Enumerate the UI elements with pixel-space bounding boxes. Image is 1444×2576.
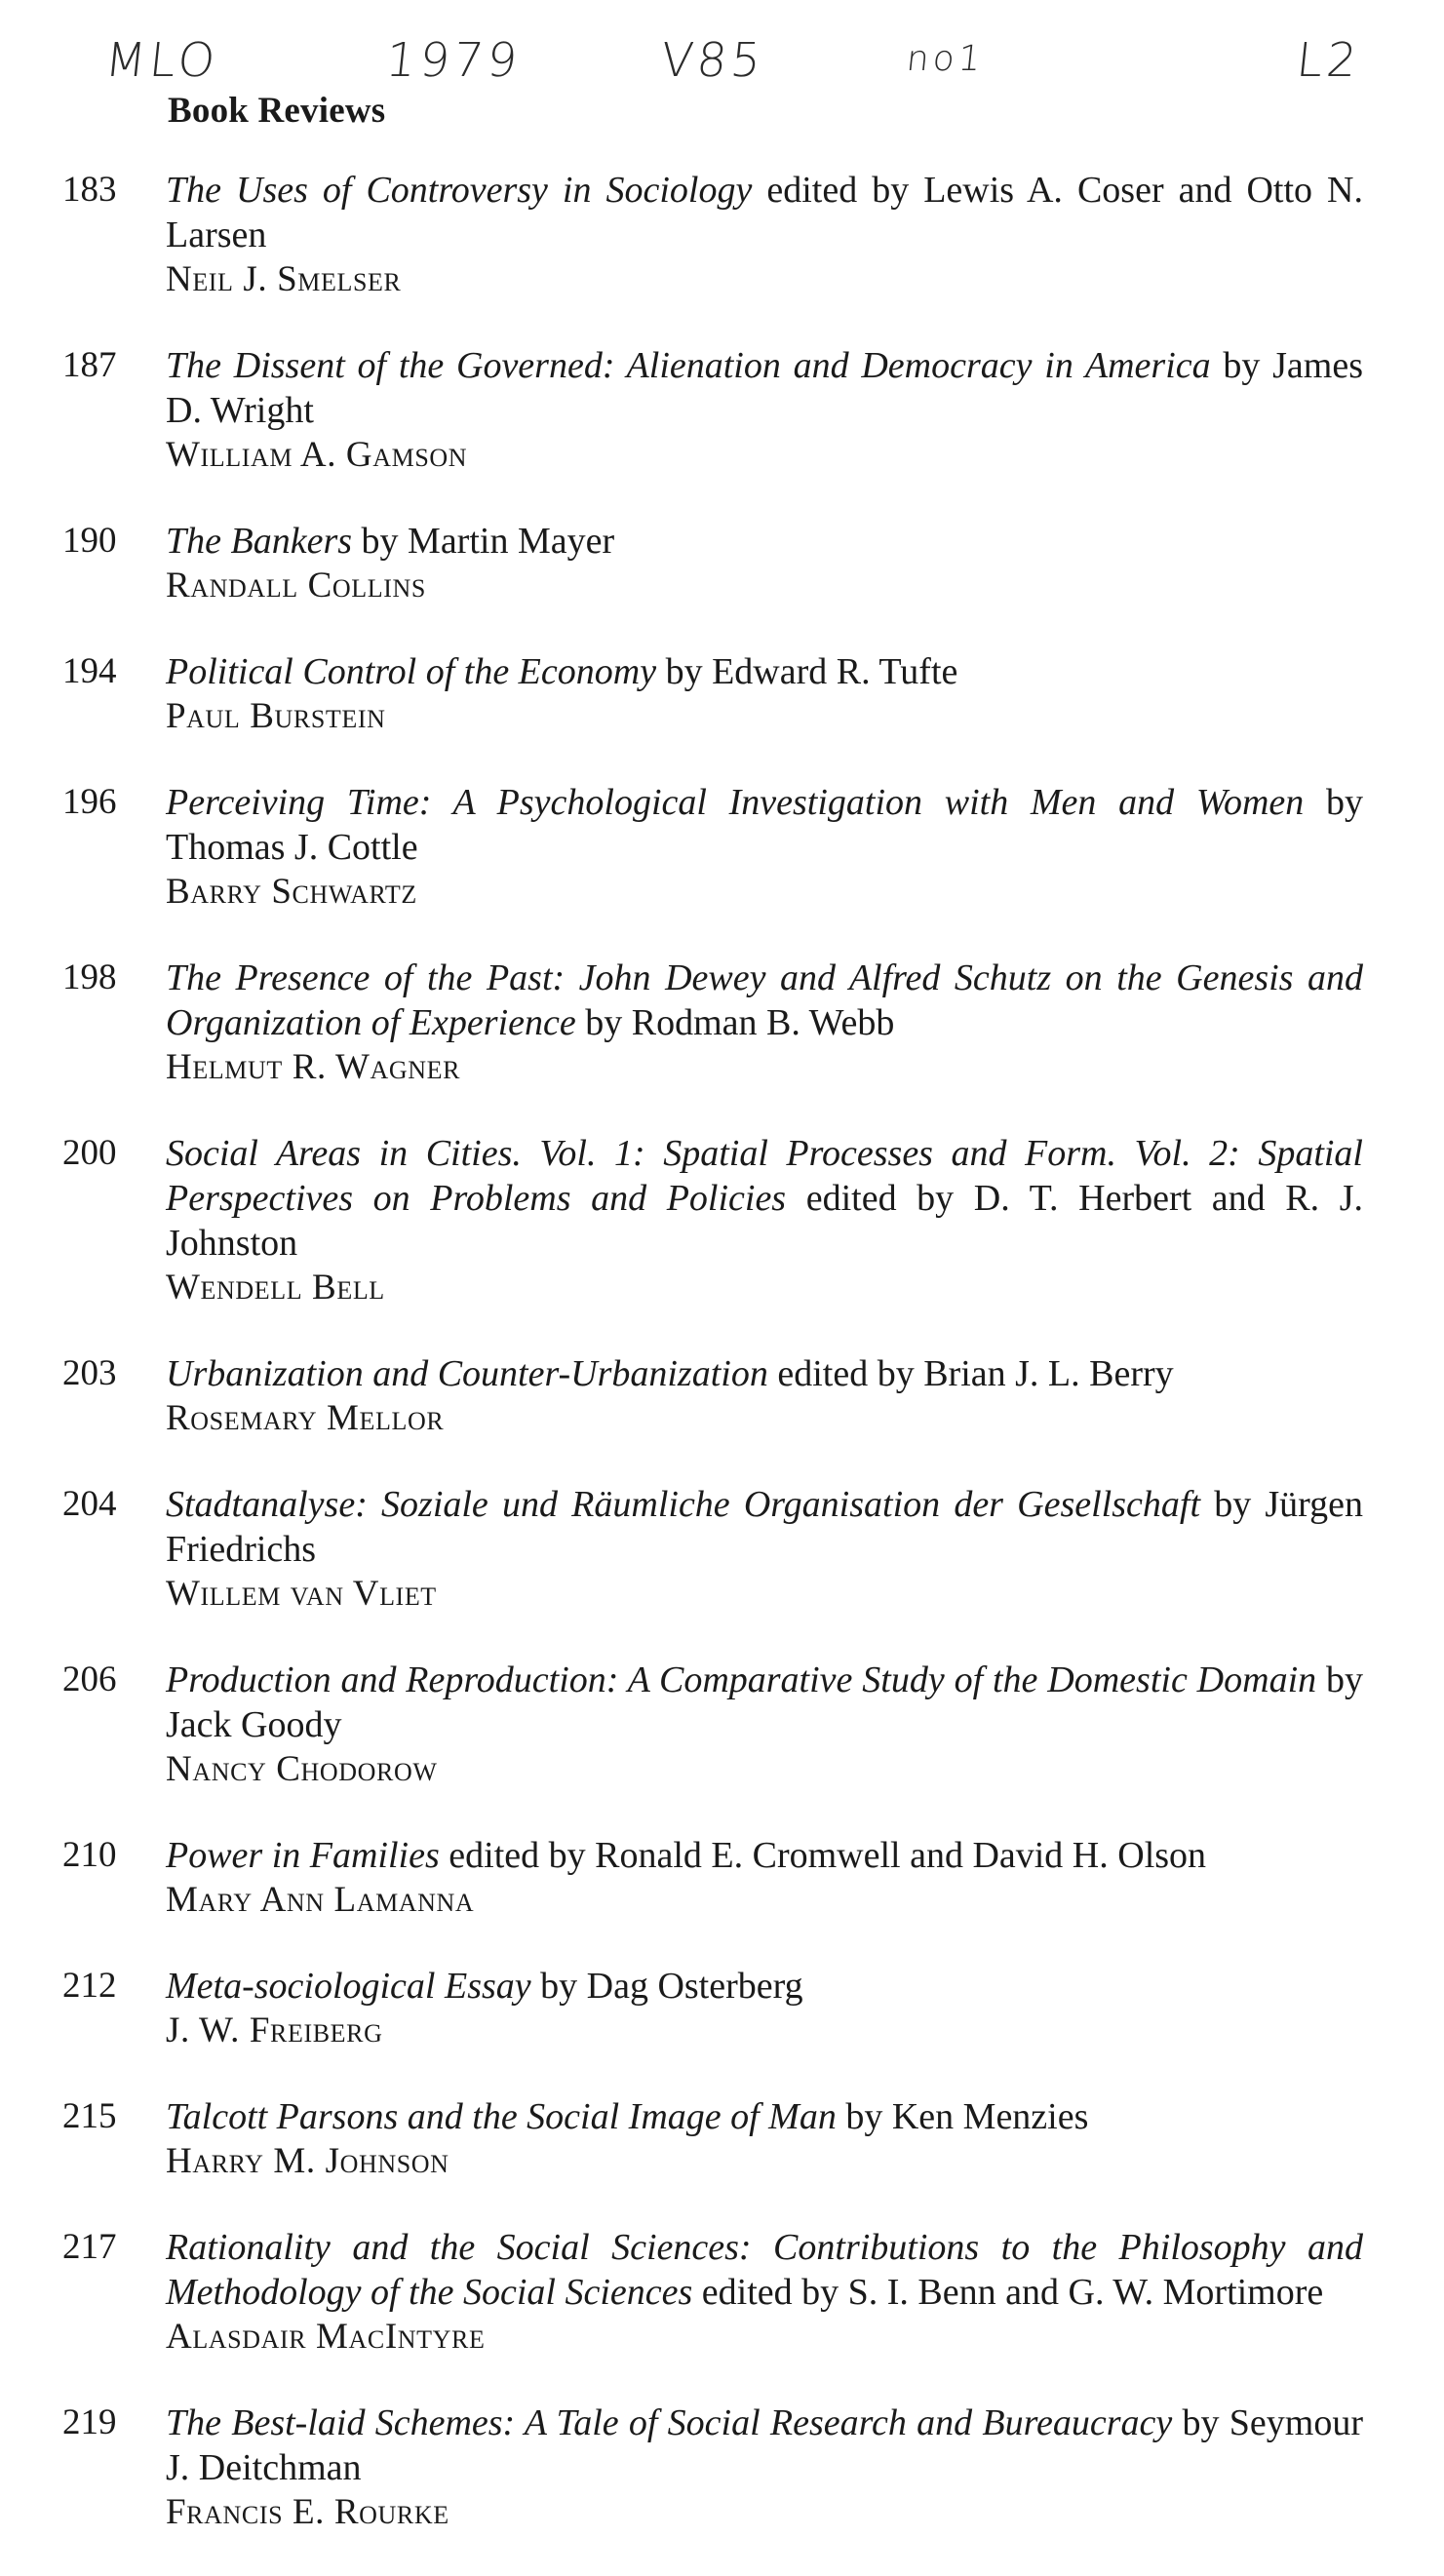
book-credit: by Jürgen Friedrichs <box>166 1484 1364 1570</box>
review-citation <box>166 2094 1363 2184</box>
book-title: The Bankers <box>166 521 353 562</box>
reviewer-name: Rosemary Mellor <box>166 1398 445 1438</box>
book-credit: by Rodman B. Webb <box>575 1002 895 1043</box>
review-entry <box>0 956 1444 1090</box>
page-number: 187 <box>62 345 117 385</box>
book-title: Meta-sociological Essay <box>166 1966 531 2007</box>
book-title: The Uses of Controversy in Sociology <box>166 170 753 211</box>
book-credit: by Thomas J. Cottle <box>166 782 1363 868</box>
review-citation <box>166 2400 1363 2535</box>
page-number: 198 <box>62 957 117 997</box>
book-title: The Best-laid Schemes: A Tale of Social Research and Bureaucracy <box>166 2402 1173 2443</box>
reviewer-name: Wendell Bell <box>166 1268 385 1308</box>
book-title: Political Control of the Economy <box>166 651 657 692</box>
book-credit: by Ken Menzies <box>836 2096 1089 2137</box>
review-citation <box>166 1131 1363 1310</box>
book-title: The Dissent of the Governed: Alienation and Democracy in America <box>166 345 1211 386</box>
review-entry <box>0 1658 1444 1792</box>
reviewer-name: Helmut R. Wagner <box>166 1047 461 1087</box>
review-citation <box>166 1351 1363 1441</box>
review-entry <box>0 168 1444 302</box>
review-entry <box>0 1482 1444 1617</box>
review-entry <box>0 649 1444 739</box>
review-citation <box>166 1482 1363 1617</box>
book-credit: by Seymour J. Deitchman <box>166 2402 1363 2488</box>
book-credit: by Dag Osterberg <box>530 1966 803 2007</box>
book-credit: edited by Brian J. L. Berry <box>767 1353 1174 1394</box>
review-citation <box>166 343 1363 478</box>
page-number: 210 <box>62 1835 117 1875</box>
review-citation <box>166 168 1363 302</box>
page-number: 183 <box>62 170 117 210</box>
reviewer-name: Willem van Vliet <box>166 1574 437 1614</box>
book-credit: edited by D. T. Herbert and R. J. Johnston <box>166 1178 1363 1264</box>
review-entry <box>0 1964 1444 2053</box>
page-number: 190 <box>62 521 117 561</box>
book-credit: by James D. Wright <box>166 345 1363 431</box>
review-entry <box>0 2400 1444 2535</box>
page-number: 194 <box>62 651 117 691</box>
book-credit: edited by S. I. Benn and G. W. Mortimore <box>692 2272 1324 2313</box>
book-credit: by Edward R. Tufte <box>656 651 958 692</box>
review-entry <box>0 2094 1444 2184</box>
book-credit: edited by Lewis A. Coser and Otto N. Larsen <box>166 170 1363 255</box>
page-number: 212 <box>62 1966 117 2006</box>
book-title: Stadtanalyse: Soziale und Räumliche Organisation der Gesellschaft <box>166 1484 1201 1525</box>
reviewer-name: Alasdair MacIntyre <box>166 2317 486 2357</box>
page-number: 196 <box>62 782 117 822</box>
reviewer-name: Nancy Chodorow <box>166 1749 438 1789</box>
book-credit: by Jack Goody <box>166 1659 1364 1745</box>
reviewer-name: Francis E. Rourke <box>166 2492 449 2532</box>
review-citation <box>166 1833 1363 1923</box>
book-title: Urbanization and Counter-Urbanization <box>166 1353 768 1394</box>
reviewer-name: Neil J. Smelser <box>166 259 402 299</box>
review-entry <box>0 519 1444 608</box>
book-title: Perceiving Time: A Psychological Investigation with Men and Women <box>166 782 1305 823</box>
review-citation <box>166 649 1363 739</box>
reviewer-name: Randall Collins <box>166 566 426 605</box>
review-entry <box>0 343 1444 478</box>
review-citation <box>166 1658 1363 1792</box>
review-entry <box>0 2225 1444 2360</box>
review-citation <box>166 780 1363 915</box>
book-title: Talcott Parsons and the Social Image of Man <box>166 2096 837 2137</box>
page-number: 219 <box>62 2402 117 2442</box>
page-number: 200 <box>62 1133 117 1173</box>
page-number: 204 <box>62 1484 117 1524</box>
review-citation <box>166 956 1363 1090</box>
handwritten-mark: no1 <box>904 39 987 79</box>
review-entry <box>0 1131 1444 1310</box>
book-title: Social Areas in Cities. Vol. 1: Spatial Processes and Form. Vol. 2: Spatial Perspectives on Problems and Policies <box>166 1133 1363 1219</box>
page-number: 206 <box>62 1659 117 1699</box>
book-credit: edited by Ronald E. Cromwell and David H. Olson <box>439 1835 1207 1876</box>
book-title: The Presence of the Past: John Dewey and Alfred Schutz on the Genesis and Organization of Experience <box>166 957 1363 1043</box>
handwritten-mark: MLO <box>102 33 222 88</box>
reviewer-name: Barry Schwartz <box>166 872 417 912</box>
review-citation <box>166 519 1363 608</box>
handwritten-mark: V85 <box>658 33 767 88</box>
book-credit: by Martin Mayer <box>352 521 615 562</box>
reviewer-name: Mary Ann Lamanna <box>166 1880 475 1920</box>
page-number: 215 <box>62 2096 117 2136</box>
book-title: Production and Reproduction: A Comparative Study of the Domestic Domain <box>166 1659 1317 1700</box>
book-review-list <box>0 168 1444 2576</box>
handwritten-mark: L2 <box>1294 33 1364 88</box>
reviewer-name: Harry M. Johnson <box>166 2141 449 2181</box>
review-citation <box>166 1964 1363 2053</box>
reviewer-name: Paul Burstein <box>166 696 386 736</box>
book-title: Rationality and the Social Sciences: Contributions to the Philosophy and Methodology of the Social Sciences <box>166 2227 1363 2313</box>
review-entry <box>0 1351 1444 1441</box>
review-entry <box>0 1833 1444 1923</box>
reviewer-name: J. W. Freiberg <box>166 2010 383 2050</box>
reviewer-name: William A. Gamson <box>166 435 468 475</box>
review-citation <box>166 2225 1363 2360</box>
handwritten-mark: 1979 <box>383 33 525 88</box>
section-heading: Book Reviews <box>168 91 386 131</box>
book-title: Power in Families <box>166 1835 440 1876</box>
page-number: 203 <box>62 1353 117 1393</box>
review-entry <box>0 780 1444 915</box>
page-number: 217 <box>62 2227 117 2267</box>
